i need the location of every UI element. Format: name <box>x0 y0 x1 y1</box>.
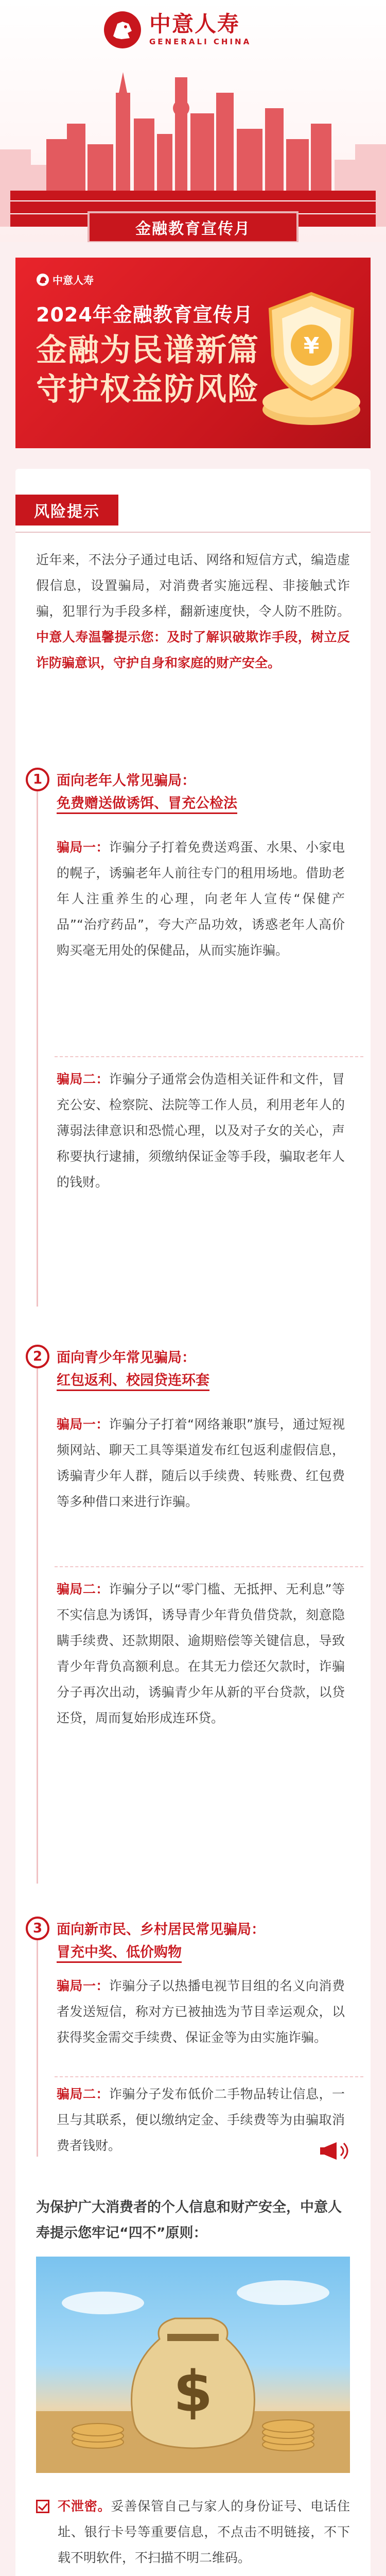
group-rail <box>37 1368 38 1884</box>
money-bag-photo <box>36 2257 350 2473</box>
scam-group-elderly <box>26 768 360 1314</box>
group-title <box>57 1347 355 1392</box>
case-divider <box>55 2076 363 2078</box>
four-no-intro: 为保护广大消费者的个人信息和财产安全，中意人寿提示您牢记“四不”原则： <box>36 2199 342 2241</box>
scam-case <box>57 1577 345 1731</box>
shield-coin-icon <box>257 278 365 433</box>
scam-group-youth <box>26 1345 360 1891</box>
group-title-audience: 面向新市民、乡村居民常见骗局： <box>57 1922 265 1938</box>
case-divider <box>55 1566 363 1568</box>
header <box>0 0 386 242</box>
scam-case <box>57 2081 345 2159</box>
banner-logo <box>36 272 94 287</box>
group-title-audience: 面向青少年常见骗局： <box>57 1350 196 1366</box>
case-text: 诈骗分子打着免费送鸡蛋、水果、小家电的幌子，诱骗老年人前往专门的租用场地。借助老年人注重养生的心理，向老年人宣传“保健产品”“治疗药品”，夸大产品功效，诱惑老年人高价购买毫无用处的保健品，从而实施诈骗。 <box>57 840 345 958</box>
case-label: 骗局二： <box>57 2087 109 2102</box>
intro-text: 近年来，不法分子通过电话、网络和短信方式，编造虚假信息，设置骗局，对消费者实施远程、非接触式诈骗，犯罪行为手段多样，翻新速度快，令人防不胜防。 <box>36 552 350 619</box>
case-label: 骗局一： <box>57 1417 109 1432</box>
rule-item <box>36 2494 350 2571</box>
case-divider <box>55 1056 363 1058</box>
svg-text:¥: ¥ <box>303 333 320 359</box>
section-divider <box>15 532 371 533</box>
risk-warning-tag <box>15 495 118 526</box>
group-rail <box>37 791 38 1307</box>
banner-line1: 2024年金融教育宣传月 <box>36 303 253 326</box>
scam-case <box>57 1412 345 1515</box>
group-title <box>57 770 355 815</box>
intro-highlight: 中意人寿温馨提示您：及时了解识破欺诈手段，树立反诈防骗意识，守护自身和家庭的财产安全。 <box>36 630 350 670</box>
megaphone-icon <box>319 2138 355 2164</box>
group-number: 3 <box>26 1917 49 1940</box>
brand-logo <box>103 10 251 49</box>
scam-group-new-residents <box>26 1917 360 2164</box>
group-number: 1 <box>26 768 49 791</box>
campaign-title-ribbon <box>87 211 299 242</box>
campaign-title: 金融教育宣传月 <box>135 220 251 238</box>
group-title-scams: 免费赠送做诱饵、冒充公检法 <box>57 795 237 814</box>
case-text: 诈骗分子打着“网络兼职”旗号，通过短视频网站、聊天工具等渠道发布红包返利虚假信息，诱骗青少年人群，随后以手续费、转账费、红包费等多种借口来进行诈骗。 <box>57 1417 345 1509</box>
group-number: 2 <box>26 1345 49 1368</box>
case-label: 骗局二： <box>57 1582 109 1597</box>
money-bag-illustration <box>36 2257 350 2473</box>
group-title-scams: 冒充中奖、低价购物 <box>57 1944 182 1963</box>
case-label: 骗局二： <box>57 1072 109 1087</box>
checkbox-icon <box>36 2500 49 2513</box>
group-title <box>57 1919 355 1964</box>
rule-text: 妥善保管自己与家人的身份证号、电话住址、银行卡号等重要信息，不点击不明链接，不下载不明软件，不扫描不明二维码。 <box>58 2499 350 2565</box>
generali-lion-icon <box>103 10 142 49</box>
banner-logo-text: 中意人寿 <box>52 274 94 286</box>
campaign-banner <box>15 258 371 448</box>
generali-lion-icon <box>36 273 49 286</box>
case-text: 诈骗分子以热播电视节目组的名义向消费者发送短信，称对方已被抽选为节目幸运观众，以获得奖金需交手续费、保证金等为由实施诈骗。 <box>57 1978 345 2045</box>
scam-case <box>57 835 345 963</box>
case-label: 骗局一： <box>57 1978 109 1993</box>
scam-case <box>57 1973 345 2050</box>
scam-case <box>57 1066 345 1195</box>
brand-name-en: GENERALI CHINA <box>149 37 252 46</box>
banner-line3: 守护权益防风险 <box>36 371 259 408</box>
case-text: 诈骗分子通常会伪造相关证件和文件，冒充公安、检察院、法院等工作人员，利用老年人的薄弱法律意识和恐慌心理，以及对子女的关心，声称要执行逮捕，须缴纳保证金等手段，骗取老年人的钱财。 <box>57 1072 345 1190</box>
risk-intro-paragraph <box>36 547 350 676</box>
case-text: 诈骗分子以“零门槛、无抵押、无利息”等不实信息为诱饵，诱导青少年背负借贷款，刻意隐瞒手续费、还款期限、逾期赔偿等关键信息，导致青少年背负高额利息。在其无力偿还欠款时，诈骗分子再次出动，诱骗青少年从新的平台贷款，以贷还贷，周而复始形成连环贷。 <box>57 1582 345 1725</box>
case-text: 诈骗分子发布低价二手物品转让信息，一旦与其联系，便以缴纳定金、手续费等为由骗取消费者钱财。 <box>57 2087 345 2153</box>
rule-label: 不泄密。 <box>58 2499 111 2514</box>
case-label: 骗局一： <box>57 840 109 855</box>
brand-name-cn: 中意人寿 <box>149 11 240 37</box>
city-skyline-illustration <box>0 62 386 227</box>
banner-line2: 金融为民谱新篇 <box>36 332 259 368</box>
group-rail <box>37 1940 38 2157</box>
group-title-audience: 面向老年人常见骗局： <box>57 773 196 789</box>
risk-warning-label: 风险提示 <box>34 503 100 521</box>
svg-text:$: $ <box>173 2359 213 2425</box>
group-title-scams: 红包返利、校园贷连环套 <box>57 1372 209 1391</box>
